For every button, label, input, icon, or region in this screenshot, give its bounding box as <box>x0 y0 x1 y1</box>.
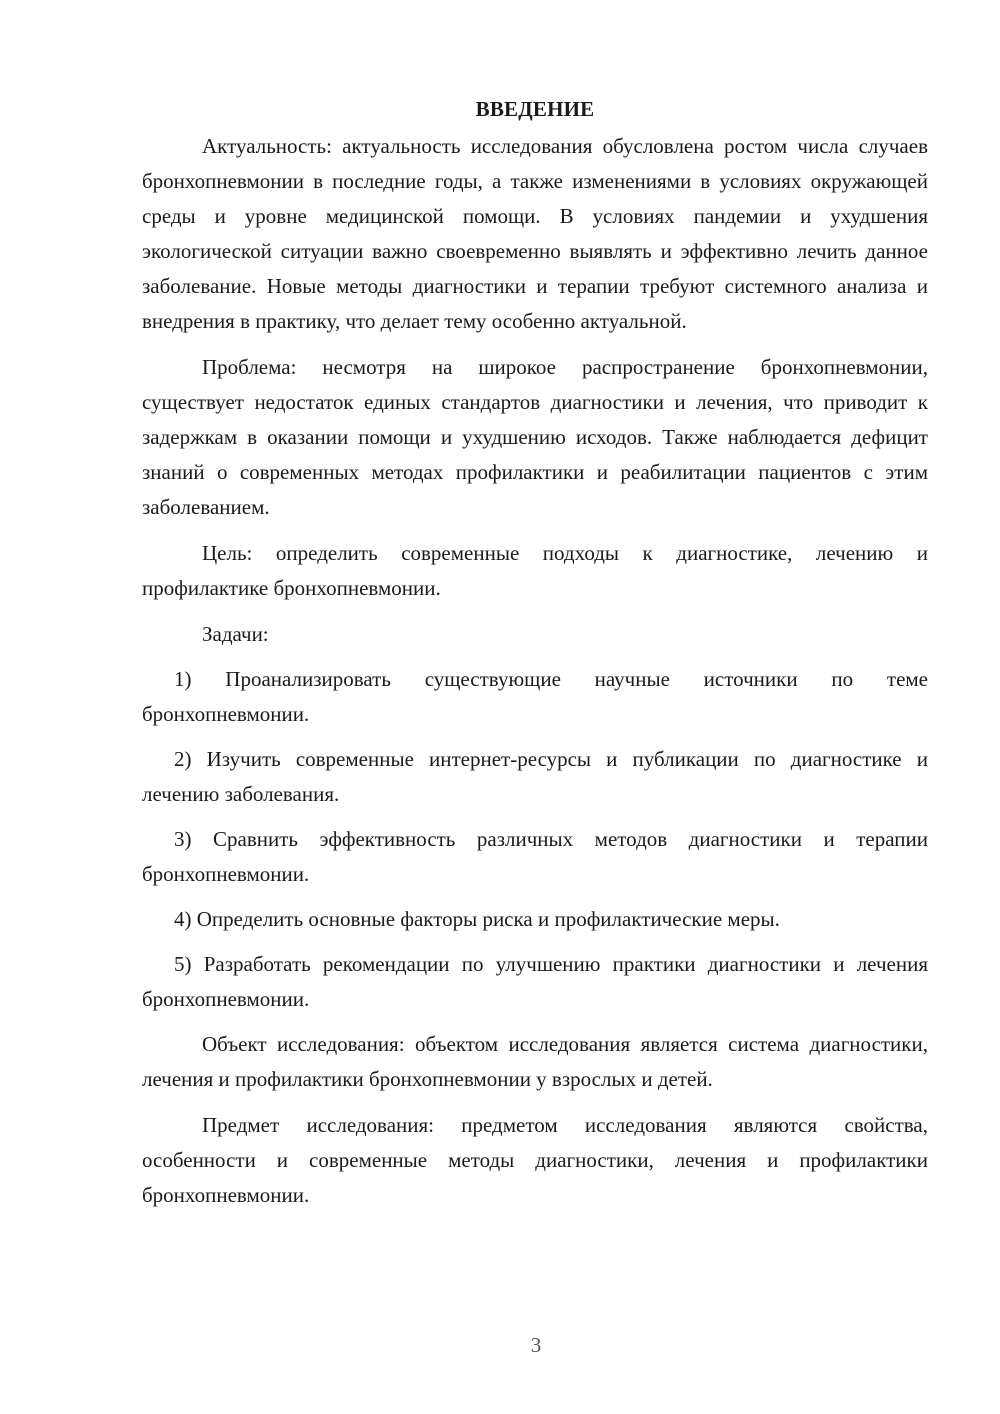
paragraph-problem: Проблема: несмотря на широкое распространение бронхопневмонии, существует недостаток единых стандартов диагностики и лечения, что приводит к задержкам в оказании помощи и ухудшению исходов. Также наблюдается дефицит знаний о современных методах профилактики и реабилитации пациентов с этим заболеванием. <box>142 355 928 519</box>
page-number: 3 <box>530 1333 542 1357</box>
document-page <box>142 92 928 1224</box>
section-heading: ВВЕДЕНИЕ <box>475 97 595 121</box>
paragraph-object: Объект исследования: объектом исследования является система диагностики, лечения и профилактики бронхопневмонии у взрослых и детей. <box>142 1032 928 1091</box>
tasks-list <box>142 662 928 1017</box>
task-item: 4) Определить основные факторы риска и профилактические меры. <box>174 907 780 931</box>
task-item: 2) Изучить современные интернет-ресурсы и публикации по диагностике и лечению заболевания. <box>142 747 928 806</box>
paragraph-subject: Предмет исследования: предметом исследования являются свойства, особенности и современные методы диагностики, лечения и профилактики бронхопневмонии. <box>142 1113 928 1207</box>
task-item: 1) Проанализировать существующие научные источники по теме бронхопневмонии. <box>142 667 928 726</box>
paragraph-goal: Цель: определить современные подходы к диагностике, лечению и профилактике бронхопневмонии. <box>142 541 928 600</box>
tasks-heading: Задачи: <box>202 622 269 646</box>
task-item: 5) Разработать рекомендации по улучшению практики диагностики и лечения бронхопневмонии. <box>142 952 928 1011</box>
task-item: 3) Сравнить эффективность различных методов диагностики и терапии бронхопневмонии. <box>142 827 928 886</box>
paragraph-relevance: Актуальность: актуальность исследования обусловлена ростом числа случаев бронхопневмонии в последние годы, а также изменениями в условиях окружающей среды и уровне медицинской помощи. В условиях пандемии и ухудшения экологической ситуации важно своевременно выявлять и эффективно лечить данное заболевание. Новые методы диагностики и терапии требуют системного анализа и внедрения в практику, что делает тему особенно актуальной. <box>142 134 928 333</box>
